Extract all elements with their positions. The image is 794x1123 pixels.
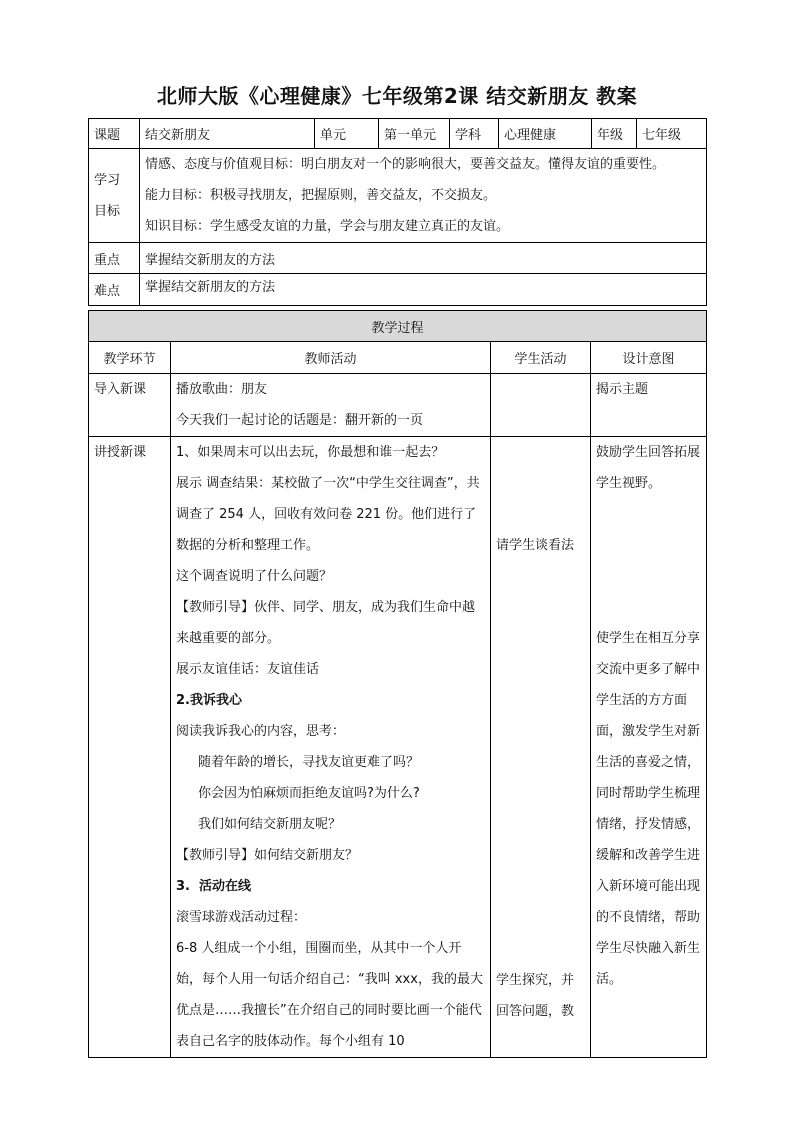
topic-label: 课题: [89, 119, 140, 149]
unit-value: 第一单元: [379, 119, 450, 149]
objectives-content: [140, 149, 707, 243]
difficulty-label: 难点: [89, 274, 140, 306]
objectives-label-line1: 学习: [94, 172, 121, 188]
intro-intent: [591, 374, 707, 437]
key-point-value: 掌握结交新朋友的方法: [140, 243, 707, 274]
lecture-row: [89, 437, 707, 1058]
intro-teacher-line: 今天我们一起讨论的话题是：翻开新的一页: [176, 413, 424, 428]
info-row: [89, 119, 707, 149]
subject-label: 学科: [450, 119, 499, 149]
objectives-row: [89, 149, 707, 243]
student-activity-2: 学生探究，并回答问题，教: [496, 973, 575, 1019]
intro-stage: [89, 374, 171, 437]
student-activity-1: 请学生谈看法: [496, 538, 575, 553]
intro-row: [89, 374, 707, 437]
col-header-stage: 教学环节: [89, 342, 171, 374]
teacher-section-heading: 3. 活动在线: [176, 879, 252, 894]
lecture-stage-text: 讲授新课: [94, 445, 147, 460]
teacher-line: 1、如果周末可以出去玩，你最想和谁一起去？: [176, 445, 445, 460]
teacher-section-heading: 2.我诉我心: [176, 693, 242, 708]
process-table: [88, 310, 707, 1058]
grade-label: 年级: [592, 119, 637, 149]
info-table: [88, 118, 707, 306]
teacher-question: 我们如何结交新朋友呢？: [198, 817, 342, 832]
teacher-line: 滚雪球游戏活动过程：: [176, 910, 307, 925]
lesson-plan-table: [88, 118, 706, 1058]
objectives-label-line2: 目标: [94, 203, 121, 219]
objectives-label: [89, 149, 140, 243]
difficulty-row: [89, 274, 707, 306]
process-heading-row: [89, 311, 707, 342]
intent-2: 使学生在相互分享交流中更多了解中学生活的方方面面，激发学生对新生活的喜爱之情，同时帮助学生梳理情绪，抒发情感，缓解和改善学生进入新环境可能出现的不良情绪，帮助学生尽快融入新生活。: [596, 631, 701, 987]
intro-teacher-line: 播放歌曲：朋友: [176, 382, 268, 397]
teacher-line: 【教师引导】伙伴、同学、朋友，成为我们生命中越来越重要的部分。: [176, 600, 476, 646]
lecture-teacher: [171, 437, 491, 1058]
document-title: 北师大版《心理健康》七年级第2课 结交新朋友 教案: [156, 84, 638, 108]
intro-intent-text: 揭示主题: [596, 382, 649, 397]
intent-1: 鼓励学生回答拓展学生视野。: [596, 445, 701, 491]
col-header-student: 学生活动: [491, 342, 591, 374]
teacher-line: 展示 调查结果：某校做了一次“中学生交往调查”，共调查了 254 人，回收有效问卷 221 份。他们进行了数据的分析和整理工作。: [176, 476, 480, 553]
lecture-student: [491, 437, 591, 1058]
col-header-intent: 设计意图: [591, 342, 707, 374]
lecture-stage: [89, 437, 171, 1058]
process-heading: 教学过程: [89, 311, 707, 342]
unit-label: 单元: [315, 119, 379, 149]
teacher-line: 【教师引导】如何结交新朋友？: [176, 848, 359, 863]
teacher-question: 随着年龄的增长，寻找友谊更难了吗？: [198, 755, 420, 770]
teacher-line: 阅读我诉我心的内容，思考：: [176, 724, 346, 739]
key-point-label: 重点: [89, 243, 140, 274]
objective-knowledge: 知识目标：学生感受友谊的力量，学会与朋友建立真正的友谊。: [145, 219, 510, 234]
intro-teacher: [171, 374, 491, 437]
subject-value: 心理健康: [499, 119, 592, 149]
teacher-line: 6-8 人组成一个小组，围圈而坐，从其中一个人开始，每个人用一句话介绍自己：“我叫 xxx，我的最大优点是……我擅长”在介绍自己的同时要比画一个能代表自己名字的肢体动作。每个小组有 10: [176, 941, 483, 1049]
process-header-row: [89, 342, 707, 374]
lecture-intent: [591, 437, 707, 1058]
difficulty-value: 掌握结交新朋友的方法: [140, 274, 707, 306]
teacher-line: 这个调查说明了什么问题？: [176, 569, 333, 584]
teacher-line: 展示友谊佳话：友谊佳话: [176, 662, 320, 677]
objective-ability: 能力目标：积极寻找朋友，把握原则，善交益友，不交损友。: [145, 188, 497, 203]
topic-value: 结交新朋友: [140, 119, 315, 149]
teacher-question: 你会因为怕麻烦而拒绝友谊吗?为什么?: [198, 786, 420, 801]
intro-student: [491, 374, 591, 437]
col-header-teacher: 教师活动: [171, 342, 491, 374]
key-point-row: [89, 243, 707, 274]
intro-stage-text: 导入新课: [94, 382, 147, 397]
objective-emotion: 情感、态度与价值观目标：明白朋友对一个的影响很大，要善交益友。懂得友谊的重要性。: [145, 157, 666, 172]
grade-value: 七年级: [637, 119, 707, 149]
